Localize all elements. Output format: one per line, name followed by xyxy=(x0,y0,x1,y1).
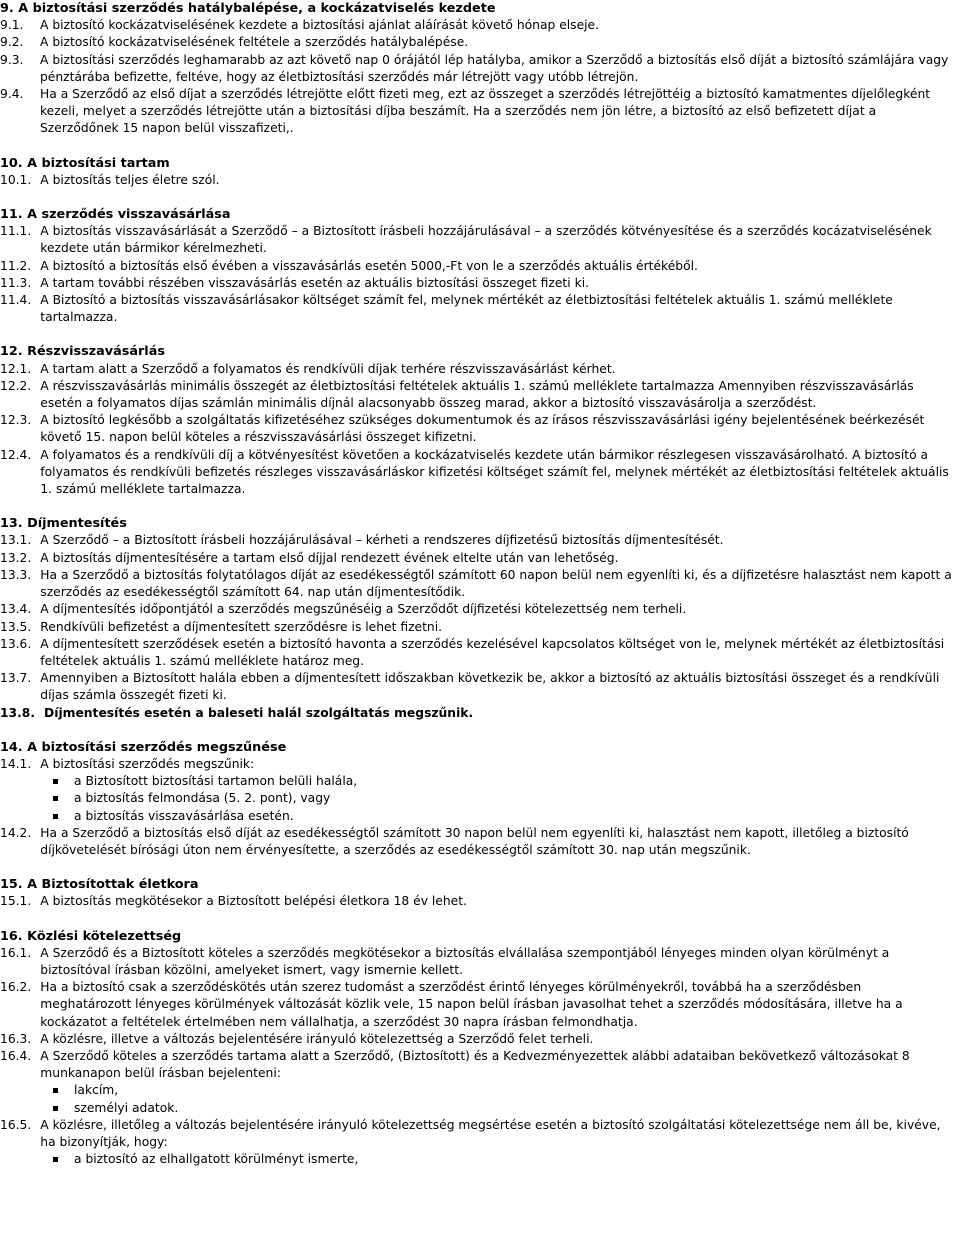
clause xyxy=(0,275,955,292)
clause-number: 16.5. xyxy=(0,1117,32,1132)
section-heading: 15. A Biztosítottak életkora xyxy=(0,877,199,893)
clause-text: A Biztosító a biztosítás visszavásárlásakor költséget számít fel, melynek mértékét az életbiztosítási feltételek aktuális 1. számú melléklete tartalmazza. xyxy=(40,293,893,325)
clause-number: 9.4. xyxy=(0,87,24,102)
section xyxy=(0,739,955,859)
clause xyxy=(0,258,955,275)
clause-text: Rendkívüli befizetést a díjmentesített szerződésre is lehet fizetni. xyxy=(40,619,443,634)
clause xyxy=(0,1117,955,1151)
section-gap xyxy=(0,138,955,155)
clause-number: 13.3. xyxy=(0,567,32,582)
clause-text: A Szerződő és a Biztosított köteles a szerződés megkötésekor a biztosítás elvállalása szempontjából lényeges minden olyan körülményt a biztosítóval írásban közölni, amelyeket ismert, vagy ismernie kellett. xyxy=(40,945,890,977)
clause-text: Díjmentesítés esetén a baleseti halál szolgáltatás megszűnik. xyxy=(44,705,474,720)
clause xyxy=(0,1031,955,1048)
clause xyxy=(0,532,955,549)
clause-number: 16.1. xyxy=(0,945,32,960)
section xyxy=(0,155,955,189)
section xyxy=(0,515,955,721)
section xyxy=(0,206,955,326)
bullet-item: a Biztosított biztosítási tartamon belüli halála, xyxy=(49,773,955,790)
clause-text: A díjmentesítés időpontjától a szerződés megszűnéséig a Szerződőt díjfizetési kötelezettség nem terheli. xyxy=(40,602,687,617)
clause-text: A tartam további részében visszavásárlás esetén az aktuális biztosítási összeget fizeti ki. xyxy=(40,275,590,290)
section xyxy=(0,928,955,1169)
clause-text: Amennyiben a Biztosított halála ebben a díjmentesített időszakban következik be, akkor a biztosító az aktuális biztosítási összeget és a rendkívüli díjas számla összegét fizeti ki. xyxy=(40,671,940,703)
clause-number: 13.7. xyxy=(0,671,32,686)
clause xyxy=(0,601,955,618)
clause xyxy=(0,636,955,670)
section-heading: 9. A biztosítási szerződés hatálybalépése, a kockázatviselés kezdete xyxy=(0,1,496,16)
clause xyxy=(0,412,955,446)
clause-text: A tartam alatt a Szerződő a folyamatos és rendkívüli díjak terhére részvisszavásárlást kérhet. xyxy=(40,361,616,376)
clause xyxy=(0,567,955,601)
clause-text: A biztosítás megkötésekor a Biztosított belépési életkora 18 év lehet. xyxy=(40,894,467,909)
clause-text: A biztosítás díjmentesítésére a tartam első díjjal rendezett évének eltelte után van lehetőség. xyxy=(40,550,619,565)
section-heading: 11. A szerződés visszavásárlása xyxy=(0,207,231,223)
clause-text: A közlésre, illetve a változás bejelentésére irányuló kötelezettség a Szerződő felet terheli. xyxy=(40,1031,594,1046)
clause-text: A biztosítás visszavásárlását a Szerződő – a Biztosított írásbeli hozzájárulásával – a szerződés kötvényesítése és a szerződés kocázatviselésének kezdete után bármikor kérelmezheti. xyxy=(40,224,932,256)
bullet-item: a biztosítás visszavásárlása esetén. xyxy=(49,808,955,825)
clause-number: 13.6. xyxy=(0,636,32,651)
clause-text: A biztosítási szerződés leghamarabb az azt követő nap 0 órájától lép hatályba, amikor a Szerződő a biztosítás első díját a biztosító számlájára vagy pénztárába befizette, feltéve, hogy az életbiztosítási szerződés már létrejött vagy utóbb létrejön. xyxy=(40,52,949,84)
clause-number: 11.3. xyxy=(0,275,32,290)
clause-number: 12.3. xyxy=(0,413,32,428)
clause-text: A biztosító kockázatviselésének feltétele a szerződés hatálybalépése. xyxy=(40,35,469,50)
clause xyxy=(0,34,955,51)
clause xyxy=(0,550,955,567)
section-heading: 14. A biztosítási szerződés megszűnése xyxy=(0,739,287,755)
clause-text: A biztosítási szerződés megszűnik: xyxy=(40,756,255,771)
clause xyxy=(0,705,955,722)
clause-text: Ha a Szerződő a biztosítás folytatólagos díját az esedékességtől számított 60 napon belül nem egyenlíti ki, és a díjfizetésre halasztást nem kapott a szerződés az esedékességtől számított 64. nap után díjmentesítődik. xyxy=(40,567,952,600)
clause-number: 9.3. xyxy=(0,52,24,67)
clause xyxy=(0,619,955,636)
clause xyxy=(0,86,955,138)
section-heading: 16. Közlési kötelezettség xyxy=(0,928,182,944)
section-gap xyxy=(0,722,955,739)
clause-number: 13.5. xyxy=(0,619,32,634)
section xyxy=(0,343,955,498)
clause-number: 13.8. xyxy=(0,705,36,720)
clause-text: Ha a biztosító csak a szerződéskötés után szerez tudomást a szerződést érintő lényeges körülményekről, továbbá ha a szerződésben meghatározott lényeges körülmények változását közlik vele, 15 napon belül írásban javasolhat tehet a szerződés módosítására, illetve ha a kockázatot a feltételek értelmében nem vállalhatja, a szerződést 30 napra írásban felmondhatja. xyxy=(40,980,903,1029)
clause-number: 13.1. xyxy=(0,533,32,548)
clause xyxy=(0,670,955,704)
section-heading: 13. Díjmentesítés xyxy=(0,516,127,532)
clause-number: 11.2. xyxy=(0,258,32,273)
clause-text: A folyamatos és a rendkívüli díj a kötvényesítést követően a kockázatviselés kezdete után bármikor részlegesen visszavásárolható. A biztosító a folyamatos és rendkívüli befizetés részleges visszavásárláskor kifizetési költséget számít fel, melynek mértékét az életbiztosítási feltételek aktuális 1. számú melléklete tartalmazza. xyxy=(40,447,949,497)
clause-text: A biztosító a biztosítás első évében a visszavásárlás esetén 5000,-Ft von le a szerződés aktuális értékéből. xyxy=(40,258,698,273)
clause xyxy=(0,1048,955,1082)
clause xyxy=(0,17,955,34)
clause-number: 10.1. xyxy=(0,172,32,187)
clause xyxy=(0,52,955,86)
clause xyxy=(0,893,955,910)
clause-number: 14.1. xyxy=(0,756,32,771)
clause-number: 12.1. xyxy=(0,361,32,376)
clause xyxy=(0,361,955,378)
section-gap xyxy=(0,911,955,928)
clause-text: A Szerződő köteles a szerződés tartama alatt a Szerződő, (Biztosított) és a Kedvezményezettek alábbi adataiban bekövetkező változásokat 8 munkanapon belül írásban bejelenteni: xyxy=(40,1048,910,1081)
clause xyxy=(0,223,955,257)
clause-text: A díjmentesített szerződések esetén a biztosító havonta a szerződés kezelésével kapcsolatos költséget von le, melynek mértékét az életbiztosítási feltételek aktuális 1. számú melléklete határoz meg. xyxy=(40,636,945,668)
clause-text: Ha a Szerződő az első díjat a szerződés létrejötte előtt fizeti meg, ezt az összeget a szerződés létrejöttéig a biztosító kamatmentes díjelőlegként kezeli, melyet a szerződés létrejötte után a biztosítási díjba beszámít. Ha a szerződés nem jön létre, a biztosító az első befizetett díjat a Szerződőnek 15 napon belül visszafizeti,. xyxy=(40,87,931,136)
clause-number: 9.1. xyxy=(0,18,24,33)
clause-text: A biztosító legkésőbb a szolgáltatás kifizetéséhez szükséges dokumentumok és az írásos részvisszavásárlási igény bejelentésének beérkezését követő 15. napon belül köteles a részvisszavásárlási összeget kifizetni. xyxy=(40,413,925,445)
clause-number: 13.4. xyxy=(0,602,32,617)
section-heading: 12. Részvisszavásárlás xyxy=(0,344,165,360)
bullet-list xyxy=(0,773,955,825)
clause xyxy=(0,945,955,979)
clause xyxy=(0,979,955,1031)
clause-text: A közlésre, illetőleg a változás bejelentésére irányuló kötelezettség megsértése esetén a biztosító szolgáltatási kötelezettsége nem áll be, kivéve, ha bizonyítják, hogy: xyxy=(40,1117,941,1149)
clause xyxy=(0,825,955,859)
clause-number: 12.2. xyxy=(0,378,32,393)
section-heading: 10. A biztosítási tartam xyxy=(0,155,170,171)
section xyxy=(0,0,955,138)
clause xyxy=(0,172,955,189)
section-gap xyxy=(0,859,955,876)
clause-number: 9.2. xyxy=(0,35,24,50)
bullet-item: lakcím, xyxy=(49,1082,955,1099)
clause-number: 14.2. xyxy=(0,825,32,840)
bullet-list xyxy=(0,1151,955,1168)
clause-number: 16.4. xyxy=(0,1048,32,1063)
section-gap xyxy=(0,498,955,515)
section xyxy=(0,876,955,910)
clause xyxy=(0,756,955,773)
clause-text: A Szerződő – a Biztosított írásbeli hozzájárulásával – kérheti a rendszeres díjfizetésű biztosítás díjmentesítését. xyxy=(40,533,724,548)
clause-number: 11.4. xyxy=(0,293,32,308)
clause-number: 16.2. xyxy=(0,980,32,995)
bullet-item: személyi adatok. xyxy=(49,1100,955,1117)
clause-number: 15.1. xyxy=(0,894,32,909)
bullet-list xyxy=(0,1082,955,1116)
clause-number: 13.2. xyxy=(0,550,32,565)
bullet-item: a biztosítás felmondása (5. 2. pont), vagy xyxy=(49,790,955,807)
clause-number: 16.3. xyxy=(0,1031,32,1046)
section-gap xyxy=(0,326,955,343)
section-gap xyxy=(0,189,955,206)
clause xyxy=(0,447,955,499)
clause-text: A biztosítás teljes életre szól. xyxy=(40,172,220,187)
clause-text: A részvisszavásárlás minimális összegét az életbiztosítási feltételek aktuális 1. számú melléklete tartalmazza Amennyiben részvisszavásárlás esetén a folyamatos díjas számlán minimális díjnál alacsonyabb összeg marad, akkor a biztosító visszavásárolja a szerződést. xyxy=(40,378,914,411)
clause-text: Ha a Szerződő a biztosítás első díját az esedékességtől számított 30 napon belül nem egyenlíti ki, halasztást nem kapott, illetőleg a biztosító díjkövetelését bírósági úton nem érvényesítette, a szerződés az esedékességtől számított 30. nap után megszűnik. xyxy=(40,825,909,857)
clause-text: A biztosító kockázatviselésének kezdete a biztosítási ajánlat aláírását követő hónap elseje. xyxy=(40,18,600,33)
clause-number: 12.4. xyxy=(0,447,32,462)
bullet-item: a biztosító az elhallgatott körülményt ismerte, xyxy=(49,1151,955,1168)
clause xyxy=(0,378,955,412)
clause-number: 11.1. xyxy=(0,224,32,239)
clause xyxy=(0,292,955,326)
